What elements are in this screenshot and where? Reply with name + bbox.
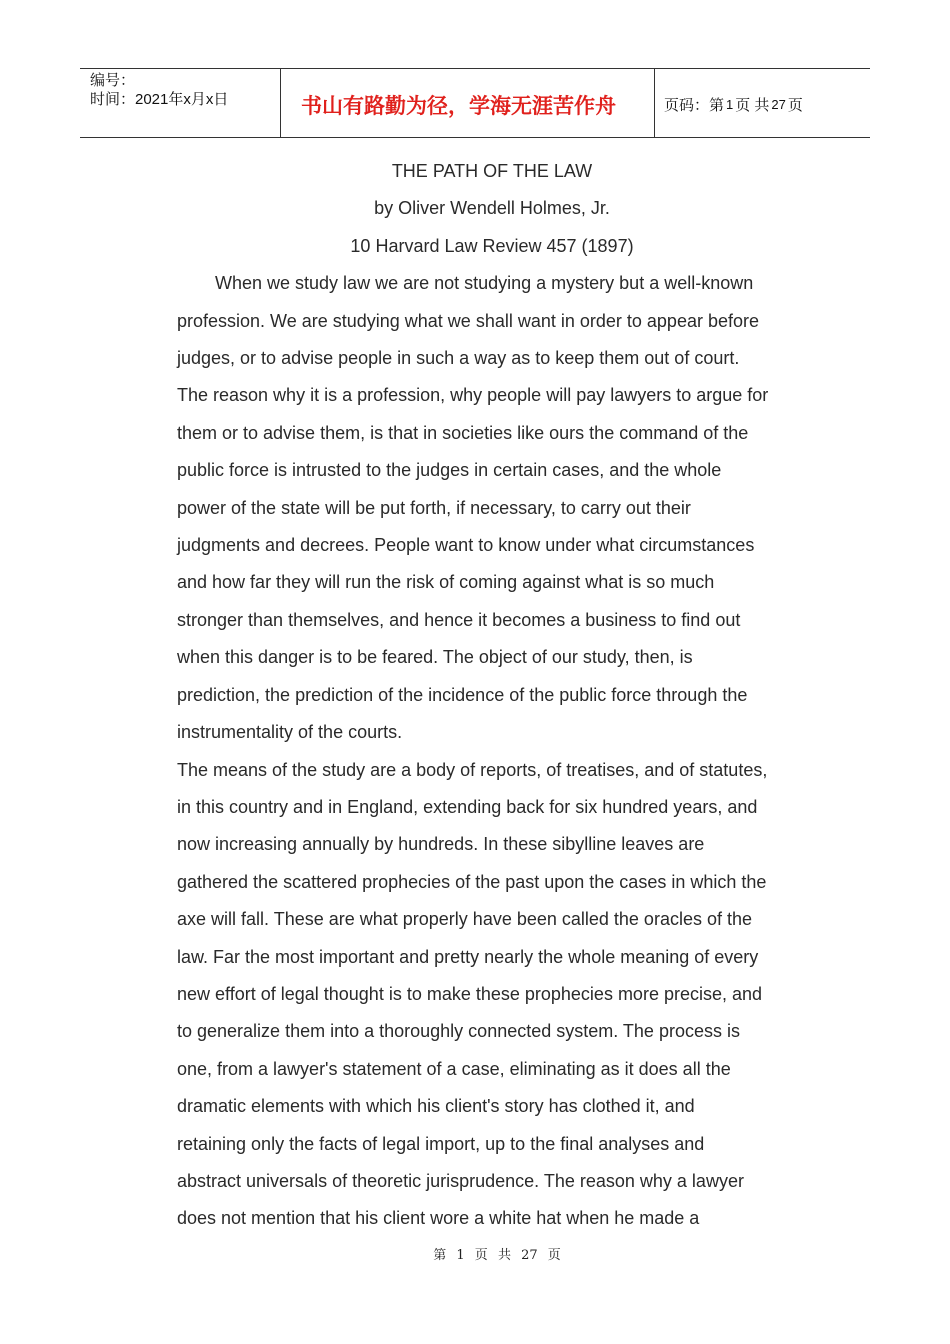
paragraph-line: dramatic elements with which his client's story has clothed it, and	[177, 1096, 695, 1117]
paragraph-line: new effort of legal thought is to make these prophecies more precise, and	[177, 983, 763, 1004]
footer-prefix: 第	[433, 1248, 447, 1263]
paragraph-line: one, from a lawyer's statement of a case, eliminating as it does all the	[177, 1058, 731, 1079]
paragraph-line: stronger than themselves, and hence it becomes a business to find out	[177, 609, 741, 630]
paragraph-line: in this country and in England, extending back for six hundred years, and	[177, 796, 758, 817]
page-suffix: 页	[787, 96, 803, 114]
header-motto-cell	[281, 69, 655, 137]
page-header	[80, 68, 870, 138]
paragraph-line: public force is intrusted to the judges in certain cases, and the whole	[177, 460, 722, 481]
paragraph-line: abstract universals of theoretic jurisprudence. The reason why a lawyer	[177, 1170, 744, 1191]
footer-mid2: 共	[497, 1248, 511, 1263]
footer-total-pages: 27	[521, 1248, 538, 1263]
paragraph-line: and how far they will run the risk of coming against what is so much	[177, 572, 715, 593]
header-page-cell	[655, 69, 870, 137]
paragraph-line: retaining only the facts of legal import, up to the final analyses and	[177, 1133, 705, 1154]
paragraph-line: law. Far the most important and pretty nearly the whole meaning of every	[177, 946, 759, 967]
header-meta-cell	[80, 69, 281, 137]
document-body	[177, 153, 817, 1238]
footer-mid1: 页	[474, 1248, 488, 1263]
paragraph-line: judges, or to advise people in such a way as to keep them out of court.	[177, 348, 740, 369]
paragraph-line: profession. We are studying what we shall want in order to appear before	[177, 310, 759, 331]
page-footer	[0, 1244, 950, 1263]
paragraph-line: judgments and decrees. People want to know under what circumstances	[177, 535, 755, 556]
paragraph-line: The means of the study are a body of reports, of treatises, and of statutes,	[177, 759, 768, 780]
paragraph-line: now increasing annually by hundreds. In these sibylline leaves are	[177, 834, 705, 855]
document-citation: 10 Harvard Law Review 457 (1897)	[350, 235, 634, 256]
document-title: THE PATH OF THE LAW	[391, 161, 593, 181]
motto-text: 书山有路勤为径，学海无涯苦作舟	[301, 93, 616, 118]
paragraph-line: power of the state will be put forth, if necessary, to carry out their	[177, 497, 691, 518]
paragraph-2	[177, 752, 817, 1238]
paragraph-line: to generalize them into a thoroughly connected system. The process is	[177, 1021, 740, 1042]
paragraph-line: instrumentality of the courts.	[177, 722, 403, 743]
paragraph-line: prediction, the prediction of the incidence of the public force through the	[177, 684, 748, 705]
paragraph-line: When we study law we are not studying a mystery but a well-known	[215, 273, 754, 294]
paragraph-line: when this danger is to be feared. The object of our study, then, is	[177, 647, 693, 668]
paragraph-line: The reason why it is a profession, why people will pay lawyers to argue for	[177, 385, 769, 406]
number-label: 编号：	[90, 72, 136, 89]
paragraph-line: axe will fall. These are what properly have been called the oracles of the	[177, 909, 752, 930]
time-label: 时间：2021年x月x日	[90, 91, 229, 108]
footer-suffix: 页	[547, 1248, 561, 1263]
page-mid: 页 共	[735, 96, 770, 114]
paragraph-line: gathered the scattered prophecies of the past upon the cases in which the	[177, 871, 767, 892]
paragraph-line: them or to advise them, is that in societies like ours the command of the	[177, 422, 749, 443]
page-prefix: 页码：第	[664, 96, 725, 114]
paragraph-line: does not mention that his client wore a white hat when he made a	[177, 1208, 700, 1229]
footer-current-page: 1	[456, 1248, 465, 1263]
page-total: 27	[771, 96, 786, 112]
paragraph-1	[177, 265, 817, 751]
document-author: by Oliver Wendell Holmes, Jr.	[374, 198, 610, 219]
page-current: 1	[726, 96, 734, 112]
